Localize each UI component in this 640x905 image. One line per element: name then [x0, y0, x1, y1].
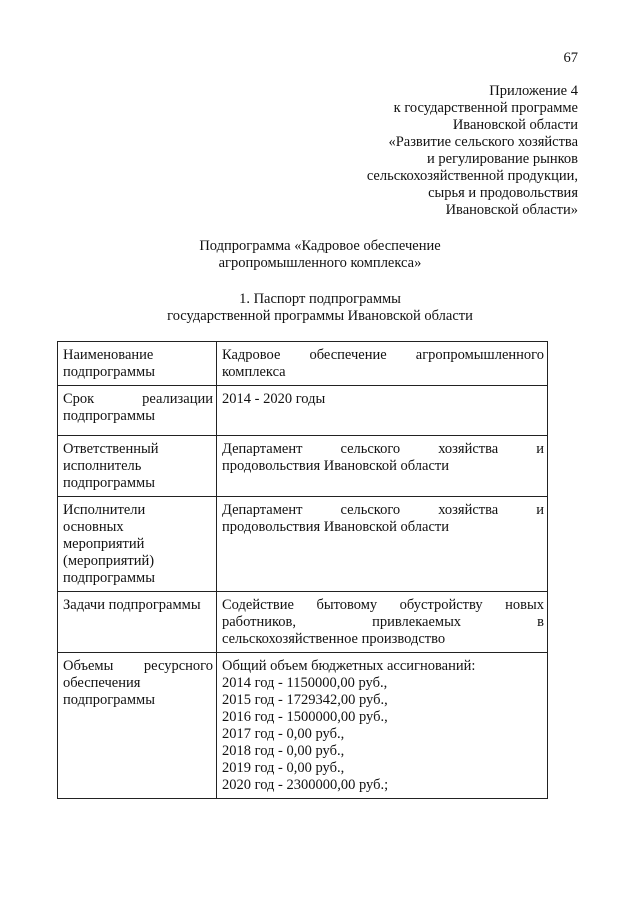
row-value — [217, 342, 548, 386]
value-line: 2019 год - 0,00 руб., — [222, 760, 345, 776]
appendix-line: Ивановской области — [452, 117, 578, 133]
value-line: 2020 год - 2300000,00 руб.; — [222, 777, 389, 793]
appendix-line: Ивановской области» — [445, 202, 578, 218]
table-row — [58, 386, 548, 436]
label-line: мероприятий — [63, 536, 145, 552]
value-line: Департамент сельского хозяйства и — [222, 441, 544, 457]
label-line: основных — [63, 519, 124, 535]
table-row — [58, 592, 548, 653]
table-row — [58, 497, 548, 592]
label-line: подпрограммы — [63, 570, 155, 586]
value-line: Содействие бытовому обустройству новых — [222, 597, 544, 613]
label-line: Объемы ресурсного — [63, 658, 213, 674]
label-line: Срок реализации — [63, 391, 213, 407]
label-line: обеспечения — [63, 675, 141, 691]
row-label — [58, 386, 217, 436]
label-line: подпрограммы — [63, 475, 155, 491]
table-row — [58, 436, 548, 497]
appendix-header — [218, 83, 578, 219]
row-label — [58, 342, 217, 386]
label-line: подпрограммы — [63, 408, 155, 424]
row-label — [58, 436, 217, 497]
label-line: исполнитель — [63, 458, 142, 474]
passport-title — [0, 291, 640, 325]
value-line: комплекса — [222, 364, 286, 380]
label-line: подпрограммы — [63, 364, 155, 380]
row-value — [217, 386, 548, 436]
appendix-line: сырья и продовольствия — [428, 185, 578, 201]
appendix-line: сельскохозяйственной продукции, — [366, 168, 578, 184]
passport-title-line: 1. Паспорт подпрограммы — [239, 291, 401, 307]
value-line: 2014 - 2020 годы — [222, 391, 326, 407]
value-line: Общий объем бюджетных ассигнований: — [222, 658, 476, 674]
appendix-line: и регулирование рынков — [427, 151, 578, 167]
label-line: Наименование — [63, 347, 154, 363]
label-line: Ответственный — [63, 441, 159, 457]
value-line: 2015 год - 1729342,00 руб., — [222, 692, 388, 708]
value-line: продовольствия Ивановской области — [222, 458, 449, 474]
page-number: 67 — [563, 50, 578, 66]
value-line: работников, привлекаемых в — [222, 614, 544, 630]
row-value — [217, 592, 548, 653]
label-line: Исполнители — [63, 502, 146, 518]
value-line: 2017 год - 0,00 руб., — [222, 726, 345, 742]
row-value — [217, 653, 548, 799]
value-line: 2014 год - 1150000,00 руб., — [222, 675, 388, 691]
row-label — [58, 653, 217, 799]
subprogram-title-line: агропромышленного комплекса» — [218, 255, 422, 271]
value-line: 2016 год - 1500000,00 руб., — [222, 709, 388, 725]
value-line: продовольствия Ивановской области — [222, 519, 449, 535]
appendix-line: «Развитие сельского хозяйства — [388, 134, 578, 150]
appendix-line: Приложение 4 — [489, 83, 578, 99]
value-line: сельскохозяйственное производство — [222, 631, 446, 647]
table-row — [58, 342, 548, 386]
label-line: Задачи подпрограммы — [63, 597, 201, 613]
passport-title-line: государственной программы Ивановской области — [167, 308, 473, 324]
passport-table — [57, 341, 548, 799]
table-row — [58, 653, 548, 799]
appendix-line: к государственной программе — [393, 100, 578, 116]
value-line: Департамент сельского хозяйства и — [222, 502, 544, 518]
row-value — [217, 497, 548, 592]
label-line: (мероприятий) — [63, 553, 155, 569]
row-label — [58, 592, 217, 653]
label-line: подпрограммы — [63, 692, 155, 708]
row-label — [58, 497, 217, 592]
value-line: Кадровое обеспечение агропромышленного — [222, 347, 544, 363]
value-line: 2018 год - 0,00 руб., — [222, 743, 345, 759]
subprogram-title-line: Подпрограмма «Кадровое обеспечение — [199, 238, 441, 254]
row-value — [217, 436, 548, 497]
subprogram-title — [0, 238, 640, 272]
